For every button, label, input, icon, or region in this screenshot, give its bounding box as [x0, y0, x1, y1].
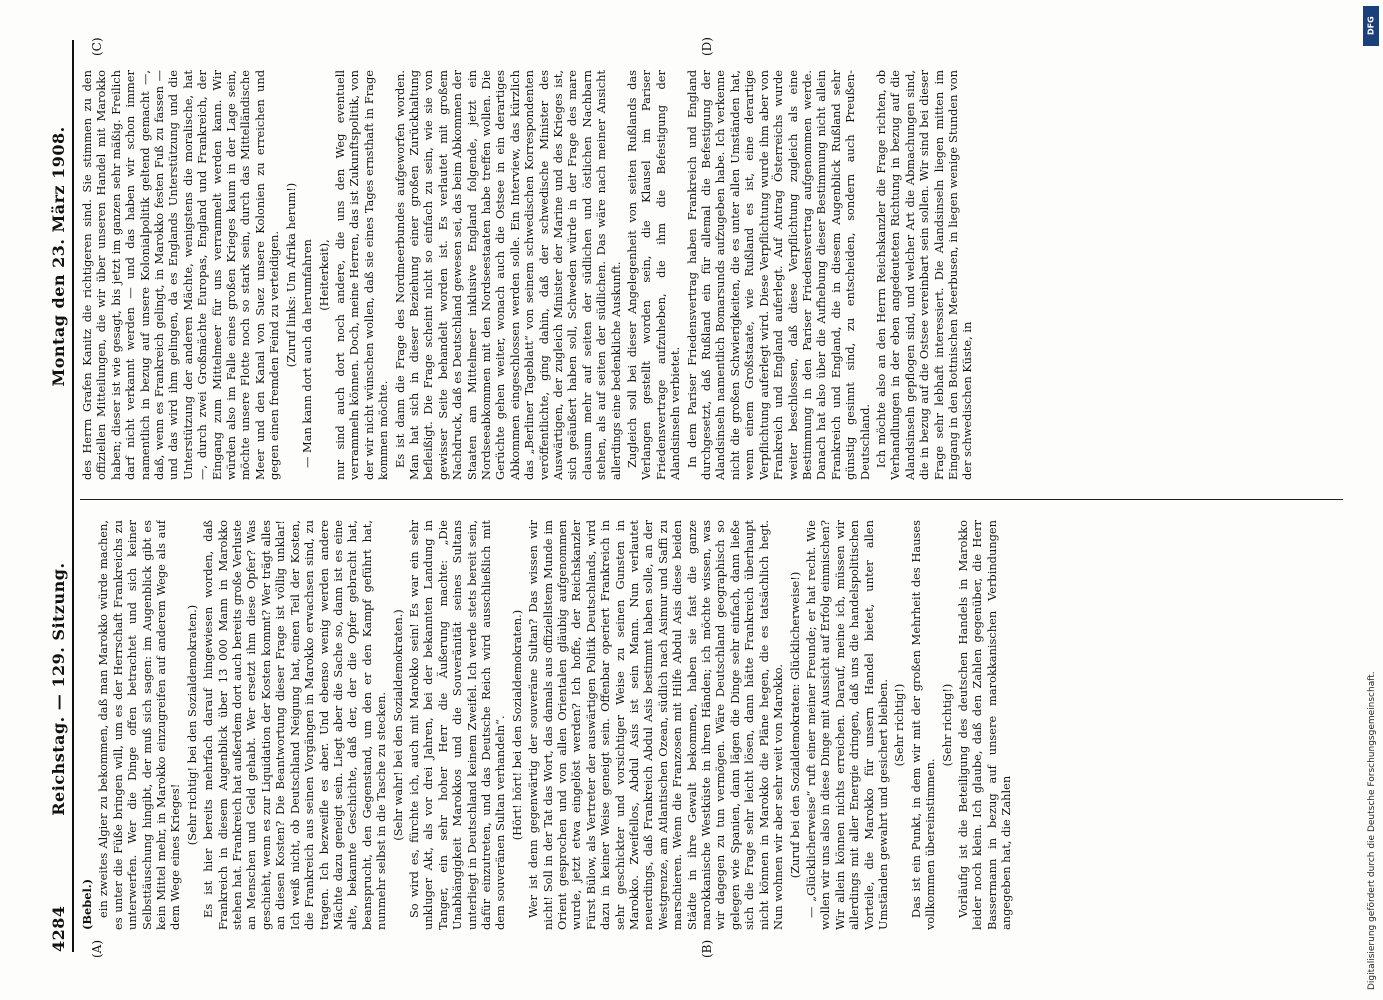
- header-right-title: Montag den 23. März 1908.: [49, 126, 68, 387]
- interjection: (Sehr richtig!): [939, 683, 954, 767]
- paragraph: Es ist hier bereits mehrfach darauf hingewiesen worden, daß Frankreich in diesem Augenblick über 13 000 Mann in Marokko stehen hat. Frankreich hat außerdem dort auch bereits große Verluste an Menschen und Geld gehabt. Wer ersetzt ihm diese Opfer? Was geschieht, wenn es zur Liquidation der Kosten kommt? Wer trägt alles an diesen Kosten? Die Beantwortung dieser Frage ist völlig unklar! Ich weiß nicht, ob Deutschland Neigung hat, einen Teil der Kosten, die Frankreich aus seinen Vorgängen in Marokko erwachsen sind, zu tragen. Ich bezweifle es aber. Und ebenso wenig werden andere Mächte dazu geneigt sein. Liegt aber die Sache so, dann ist es eine alte, bekannte Geschichte, daß der, der die Opfer gebracht hat, beansprucht, den Gegenstand, um den er den Kampf geführt hat, nunmehr selbst in die Tasche zu stecken.: [201, 520, 389, 930]
- right-text-column: [80, 70, 1343, 480]
- interjection: (Sehr richtig! bei den Sozialdemokraten.): [184, 604, 199, 846]
- margin-letter-c: (C): [90, 37, 104, 56]
- column-divider: [80, 499, 1343, 500]
- paragraph: nur sind auch dort noch andere, die uns den Weg eventuell verrammeln können. Doch, meine Herren, das ist Zukunftspolitik, von der wir nicht wünschen wollen, daß sie eines Tages ernsthaft in Frage kommen möchte.: [332, 70, 391, 480]
- paragraph: des Herrn Grafen Kanitz die richtigeren sind. Sie stimmen zu den offiziellen Mitteilungen, die wir über unseren Handel mit Marokko haben; dieser ist wie gesagt, bis jetzt im ganzen sehr mäßig. Freilich darf nicht verkannt werden — und das haben wir schon immer namentlich in bezug auf unsere Kolonialpolitik geltend gemacht —, daß, wenn es Frankreich gelingt, in Marokko festen Fuß zu fassen — und das wird ihm gelingen, da es Englands Unterstützung und die Unterstützung der anderen Mächte, wenigstens die moralische, hat —, durch zwei Großmächte Europas, England und Frankreich, der Eingang zum Mittelmeer für uns verrammelt werden kann. Wir würden also im Falle eines großen Krieges kaum in der Lage sein, möchte unsere Flotte noch so stark sein, durch das Mittelländische Meer und den Kanal von Suez unsere Kolonien zu erreichen und gegen einen fremden Feind zu verteidigen.: [80, 70, 282, 480]
- paragraph: Zugleich soll bei dieser Angelegenheit von seiten Rußlands das Verlangen gestellt worden sein, die Klausel im Pariser Friedensvertrage aufzuheben, die ihm die Befestigung der Alandsinseln verbietet.: [625, 70, 683, 480]
- left-text-column: [80, 520, 1343, 930]
- dfg-logo-badge: DFG: [1363, 6, 1379, 46]
- interjection: (Heiterkeit),: [316, 239, 331, 311]
- paragraph: Das ist ein Punkt, in dem wir mit der großen Mehrheit des Hauses vollkommen übereinstimmen.: [908, 520, 938, 930]
- header-left-title: Reichstag. — 129. Sitzung.: [49, 562, 68, 816]
- interjection: (Zuruf bei den Sozialdemokraten: Glücklicherweise!): [787, 571, 802, 879]
- paragraph: — Man kann dort auch da herumfahren: [300, 239, 315, 468]
- margin-letter-d: (D): [700, 37, 714, 56]
- paragraph: Vorläufig ist die Beteiligung des deutschen Handels in Marokko leider noch klein. Ich glaube, daß den Zahlen gegenüber, die Herr Bassermann in bezug auf unsere marokkanischen Verbindungen angegeben hat, die Zahlen: [955, 520, 1014, 930]
- page-header: [40, 40, 74, 952]
- digitization-credit: Digitalisierung gefördert durch die Deutsche Forschungsgemeinschaft.: [1367, 671, 1377, 990]
- interjection: (Sehr wahr! bei den Sozialdemokraten.): [390, 609, 405, 841]
- paragraph: — „Glücklicherweise“ ruft einer meiner Freunde; er hat recht. Wie wollen wir uns also in diese Dinge mit Aussicht auf Erfolg einmischen? Wir allein können nichts erreichen. Darauf, meine ich, müssen wir allerdings mit aller Energie dringen, daß uns die handelspolitischen Vorteile, die Marokko für unsern Handel bietet, unter allen Umständen gewahrt und gesichert bleiben.: [803, 520, 890, 930]
- interjection: (Sehr richtig!): [892, 683, 907, 767]
- paragraph: So wird es, fürchte ich, auch mit Marokko sein! Es war ein sehr unkluger Akt, als vor drei Jahren, bei der bekannten Landung in Tanger, ein sehr hoher Herr die Äußerung machte: „Die Unabhängigkeit Marokkos und die Souveränität seines Sultans unterliegt in Deutschland keinem Zweifel. Ich werde stets bereit sein, dafür einzutreten, und das Deutsche Reich wird ausschließlich mit dem souveränen Sultan verhandeln“.: [406, 520, 508, 930]
- page-number: 4284: [49, 905, 68, 952]
- paragraph: ein zweites Algier zu bekommen, daß man Marokko würde machen, es unter die Füße bringen will, um es der Herrschaft Frankreichs zu unterwerfen. Wer die Dinge offen betrachtet und sich keiner Selbsttäuschung hingibt, der muß sich sagen: im Augenblick gibt es kein Mittel mehr, in Marokko einzugreifen auf anderem Wege als auf dem Wege eines Krieges!: [96, 520, 183, 930]
- paragraph: Ich möchte also an den Herrn Reichskanzler die Frage richten, ob Verhandlungen in der eben angedeuteten Richtung in bezug auf die Alandsinseln gepflogen sind, und welcher Art die Abmachungen sind, die in bezug auf die Ostsee vereinbart sein sollen. Wir sind bei dieser Frage sehr lebhaft interessiert. Die Alandsinseln liegen mitten im Eingang in den Bottnischen Meerbusen, in liegen wenige Stunden von der schwedischen Küste, in: [873, 70, 975, 480]
- interjection: (Hört! hört! bei den Sozialdemokraten.): [509, 609, 524, 841]
- speaker-name: (Bebel.): [80, 878, 94, 930]
- margin-letter-a: (A): [90, 939, 104, 958]
- interjection: (Zuruf links: Um Afrika herum!): [283, 182, 298, 368]
- paragraph: Wer ist denn gegenwärtig der souveräne Sultan? Das wissen wir nicht! Soll in der Tat das Wort, das damals aus offiziellstem Munde im Orient gesprochen und von allen Orientalen gläubig aufgenommen wurde, jetzt etwa eingelöst werden? Ich hoffe, der Reichskanzler Fürst Bülow, als Vertreter der auswärtigen Politik Deutschlands, wird dazu in keiner Weise geneigt sein. Offenbar operiert Frankreich in sehr geschickter und vorsichtiger Weise zu seinen Gunsten in Marokko. Zweifellos, Abdul Asis ist sein Mann. Nun verlautet neuerdings, daß Frankreich Abdul Asis bestimmt haben solle, an der Westgrenze, am Atlantischen Ozean, südlich nach Asimur und Saffi zu marschieren. Wenn die Franzosen mit Hilfe Abdul Asis diese beiden Städte in ihre Gewalt bekommen, haben sie fast die ganze marokkanische Westküste in ihren Händen; ich möchte wissen, was wir dagegen zu tun vermögen. Wäre Deutschland geographisch so gelegen wie Spanien, dann lägen die Dinge sehr einfach, dann ließe sich die Frage sehr leicht lösen, dann hätte Frankreich überhaupt nicht können in Marokko die Pläne hegen, die es tatsächlich hegt. Nun wohnen wir aber sehr weit von Marokko.: [526, 520, 786, 930]
- paragraph: Es ist dann die Frage des Nordmeerbundes aufgeworfen worden. Man hat sich in dieser Beziehung einer großen Zurückhaltung befleißigt. Die Frage scheint nicht so einfach zu sein, wie sie von gewisser Seite behandelt worden ist. Es verlautet mit großem Nachdruck, daß es Deutschland gewesen sei, das beim Abkommen der Staaten am Mittelmeer inklusive England folgende, jetzt ein Nordseeabkommen mit den Nordseestaaten habe treffen wollen. Die Gerüchte gehen weiter, wonach auch die Ostsee in ein derartiges Abkommen eingeschlossen werden solle. Ein Interview, das kürzlich das „Berliner Tageblatt“ von seinem schwedischen Korrespondenten veröffentlichte, ging dahin, daß der schwedische Minister des Auswärtigen, der zugleich Minister der Marine und des Krieges ist, sich geäußert haben soll, Schweden würde in der Frage des mare clausum mehr auf seiten der südlichen und östlichen Nachbarn stehen, als auf seiten der südlichen. Das wäre nach meiner Ansicht allerdings eine bedenkliche Auskunft.: [392, 70, 623, 480]
- margin-letter-b: (B): [700, 939, 714, 958]
- paragraph: In dem Pariser Friedensvertrag haben Frankreich und England durchgesetzt, daß Rußland ein für allemal die Befestigung der Alandsinseln namentlich Bomarsunds aufzugeben habe. Ich verkenne nicht die großen Schwierigkeiten, die es unter allen Umständen hat, wenn einem Großstaate, wie Rußland es ist, eine derartige Verpflichtung auferlegt wird. Diese Verpflichtung wurde ihm aber von Frankreich und England auferlegt. Auf Antrag Österreichs wurde weiter beschlossen, daß diese Verpflichtung zugleich als eine Bestimmung in den Pariser Friedensvertrag aufgenommen werde. Danach hat also über die Aufhebung dieser Bestimmung nicht allein Frankreich und England, die in diesem Augenblick Rußland sehr günstig gesinnt sind, zu entscheiden, sondern auch Preußen-Deutschland.: [684, 70, 872, 480]
